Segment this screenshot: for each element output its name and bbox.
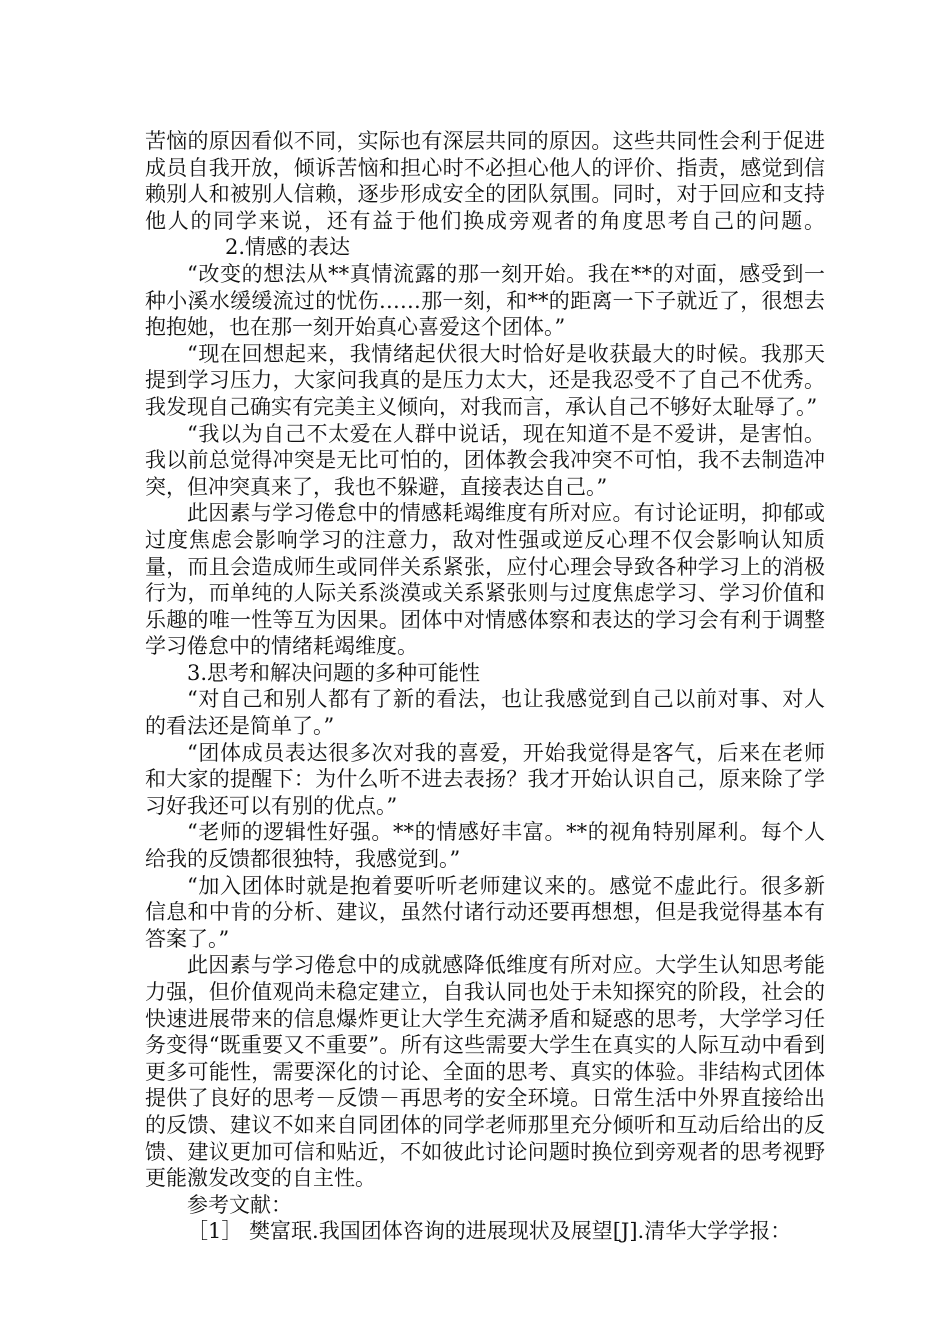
body-paragraph: 此因素与学习倦怠中的情感耗竭维度有所对应。有讨论证明，抑郁或过度焦虑会影响学习的注意力，敌对性强或逆反心理不仅会影响认知质量，而且会造成师生或同伴关系紧张，应付心理会导致各种学习上的消极行为，而单纯的人际关系淡漠或关系紧张则与过度焦虑学习、学习价值和乐趣的唯一性等互为因果。团体中对情感体察和表达的学习会有利于调整学习倦怠中的情绪耗竭维度。 xyxy=(145,501,825,659)
quote-paragraph: “团体成员表达很多次对我的喜爱，开始我觉得是客气，后来在老师和大家的提醒下：为什么听不进去表扬？我才开始认识自己，原来除了学习好我还可以有别的优点。” xyxy=(145,740,825,818)
body-paragraph: 此因素与学习倦怠中的成就感降低维度有所对应。大学生认知思考能力强，但价值观尚未稳定建立，自我认同也处于未知探究的阶段，社会的快速进展带来的信息爆炸更让大学生充满矛盾和疑惑的思考，大学学习任务变得“既重要又不重要”。所有这些需要大学生在真实的人际互动中看到更多可能性，需要深化的讨论、全面的思考、真实的体验。非结构式团体提供了良好的思考－反馈－再思考的安全环境。日常生活中外界直接给出的反馈、建议不如来自同团体的同学老师那里充分倾听和互动后给出的反馈、建议更加可信和贴近，不如彼此讨论问题时换位到旁观者的思考视野更能激发改变的自主性。 xyxy=(145,953,825,1191)
section-heading-3: 3.思考和解决问题的多种可能性 xyxy=(187,660,481,685)
references-heading: 参考文献： xyxy=(187,1192,292,1217)
quote-paragraph: “我以为自己不太爱在人群中说话，现在知道不是不爱讲，是害怕。我以前总觉得冲突是无比可怕的，团体教会我冲突不可怕，我不去制造冲突，但冲突真来了，我也不躲避，直接表达自己。” xyxy=(145,421,825,499)
quote-paragraph: “现在回想起来，我情绪起伏很大时恰好是收获最大的时候。我那天提到学习压力，大家问我真的是压力太大，还是我忍受不了自己不优秀。我发现自己确实有完美主义倾向，对我而言，承认自己不够好太耻辱了。” xyxy=(145,341,825,419)
paragraph-1 xyxy=(145,128,825,261)
quote-paragraph: “老师的逻辑性好强。**的情感好丰富。**的视角特别犀利。每个人给我的反馈都很独特，我感觉到。” xyxy=(145,820,825,872)
document-page xyxy=(145,128,825,1245)
section-heading-2: 2.情感的表达 xyxy=(225,235,351,260)
quote-paragraph: “加入团体时就是抱着要听听老师建议来的。感觉不虚此行。很多新信息和中肯的分析、建议，虽然付诸行动还要再想想，但是我觉得基本有答案了。” xyxy=(145,873,825,951)
quote-paragraph: “对自己和别人都有了新的看法，也让我感觉到自己以前对事、对人的看法还是简单了。” xyxy=(145,687,825,739)
quote-paragraph: “改变的想法从**真情流露的那一刻开始。我在**的对面，感受到一种小溪水缓缓流过的忧伤……那一刻，和**的距离一下子就近了，很想去抱抱她，也在那一刻开始真心喜爱这个团体。” xyxy=(145,261,825,340)
paragraph-text: 苦恼的原因看似不同，实际也有深层共同的原因。这些共同性会利于促进成员自我开放，倾诉苦恼和担心时不必担心他人的评价、指责，感觉到信赖别人和被别人信赖，逐步形成安全的团队氛围。同时，对于回应和支持他人的同学来说，还有益于他们换成旁观者的角度思考自己的问题。 xyxy=(145,129,825,233)
reference-item: ［1］ 樊富珉.我国团体咨询的进展现状及展望[J].清华大学学报： xyxy=(187,1219,792,1244)
